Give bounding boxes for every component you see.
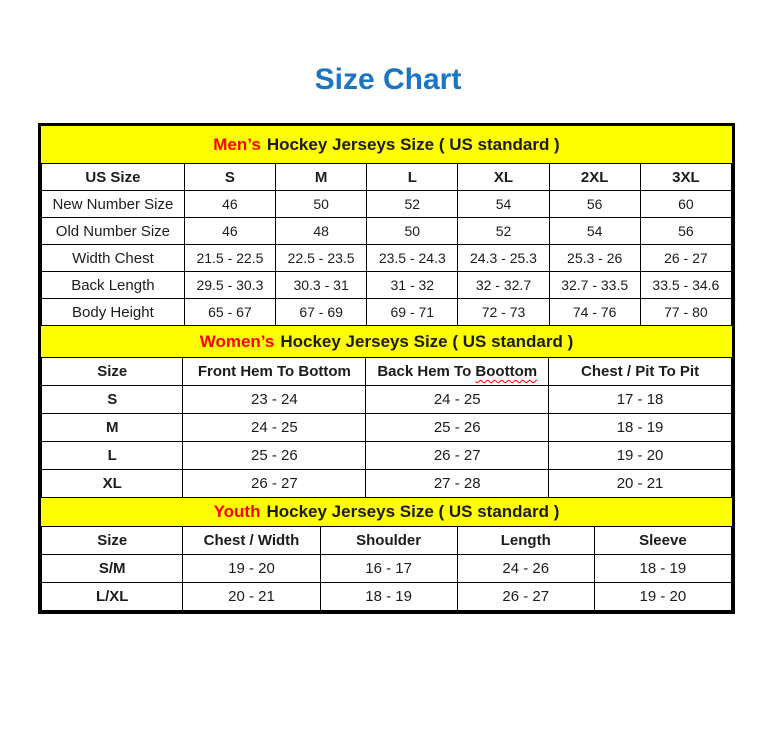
column-header: M [276, 164, 367, 191]
row-label: XL [42, 470, 183, 498]
value-cell: 27 - 28 [366, 470, 549, 498]
row-label: Body Height [42, 299, 185, 326]
table-row [42, 583, 732, 611]
value-cell: 46 [184, 218, 275, 245]
value-cell: 46 [184, 191, 275, 218]
row-label: M [42, 414, 183, 442]
value-cell: 23.5 - 24.3 [367, 245, 458, 272]
womens-header-text: Hockey Jerseys Size ( US standard ) [280, 331, 574, 351]
womens-size-table [41, 357, 732, 498]
value-cell: 72 - 73 [458, 299, 549, 326]
table-row [42, 245, 732, 272]
value-cell: 23 - 24 [183, 386, 366, 414]
value-cell: 24 - 25 [366, 386, 549, 414]
table-row [42, 442, 732, 470]
value-cell: 22.5 - 23.5 [276, 245, 367, 272]
value-cell: 56 [549, 191, 640, 218]
column-header: Chest / Width [183, 527, 320, 555]
value-cell: 20 - 21 [549, 470, 732, 498]
value-cell: 25 - 26 [366, 414, 549, 442]
value-cell: 52 [367, 191, 458, 218]
value-cell: 16 - 17 [320, 555, 457, 583]
column-header: Shoulder [320, 527, 457, 555]
row-label: Old Number Size [42, 218, 185, 245]
row-label: Width Chest [42, 245, 185, 272]
column-header-row [42, 527, 732, 555]
value-cell: 26 - 27 [640, 245, 731, 272]
value-cell: 26 - 27 [366, 442, 549, 470]
youth-section-header [41, 498, 732, 526]
column-header: 2XL [549, 164, 640, 191]
row-label: S [42, 386, 183, 414]
column-header: L [367, 164, 458, 191]
size-chart [38, 123, 735, 614]
value-cell: 19 - 20 [549, 442, 732, 470]
value-cell: 18 - 19 [320, 583, 457, 611]
value-cell: 19 - 20 [594, 583, 731, 611]
mens-size-table [41, 163, 732, 326]
table-row [42, 299, 732, 326]
youth-header-highlight: Youth [213, 502, 261, 521]
value-cell: 50 [367, 218, 458, 245]
row-label: New Number Size [42, 191, 185, 218]
value-cell: 32 - 32.7 [458, 272, 549, 299]
value-cell: 31 - 32 [367, 272, 458, 299]
value-cell: 54 [458, 191, 549, 218]
misspelled-word: Boottom [475, 363, 538, 380]
value-cell: 24 - 26 [457, 555, 594, 583]
section-mens [41, 126, 732, 326]
section-womens [41, 326, 732, 498]
column-header: Front Hem To Bottom [183, 358, 366, 386]
column-header: Back Hem To Boottom [366, 358, 549, 386]
mens-header-text: Hockey Jerseys Size ( US standard ) [266, 134, 560, 154]
value-cell: 24 - 25 [183, 414, 366, 442]
value-cell: 29.5 - 30.3 [184, 272, 275, 299]
value-cell: 17 - 18 [549, 386, 732, 414]
section-youth [41, 498, 732, 611]
value-cell: 26 - 27 [183, 470, 366, 498]
value-cell: 30.3 - 31 [276, 272, 367, 299]
value-cell: 19 - 20 [183, 555, 320, 583]
column-header: Chest / Pit To Pit [549, 358, 732, 386]
value-cell: 52 [458, 218, 549, 245]
column-header: Size [42, 358, 183, 386]
table-row [42, 555, 732, 583]
value-cell: 54 [549, 218, 640, 245]
column-header: Size [42, 527, 183, 555]
table-row [42, 272, 732, 299]
table-row [42, 414, 732, 442]
youth-header-text: Hockey Jerseys Size ( US standard ) [266, 502, 560, 521]
value-cell: 20 - 21 [183, 583, 320, 611]
mens-section-header [41, 126, 732, 163]
table-row [42, 470, 732, 498]
table-row [42, 191, 732, 218]
value-cell: 18 - 19 [594, 555, 731, 583]
row-label: Back Length [42, 272, 185, 299]
value-cell: 56 [640, 218, 731, 245]
column-header: Sleeve [594, 527, 731, 555]
row-label: L [42, 442, 183, 470]
value-cell: 33.5 - 34.6 [640, 272, 731, 299]
column-header: S [184, 164, 275, 191]
column-header: 3XL [640, 164, 731, 191]
value-cell: 32.7 - 33.5 [549, 272, 640, 299]
value-cell: 21.5 - 22.5 [184, 245, 275, 272]
table-row [42, 386, 732, 414]
column-header: Length [457, 527, 594, 555]
row-label: S/M [42, 555, 183, 583]
value-cell: 67 - 69 [276, 299, 367, 326]
value-cell: 74 - 76 [549, 299, 640, 326]
youth-size-table [41, 526, 732, 611]
value-cell: 24.3 - 25.3 [458, 245, 549, 272]
value-cell: 48 [276, 218, 367, 245]
value-cell: 77 - 80 [640, 299, 731, 326]
column-header: US Size [42, 164, 185, 191]
value-cell: 25 - 26 [183, 442, 366, 470]
table-row [42, 218, 732, 245]
womens-section-header [41, 326, 732, 357]
page-title: Size Chart [314, 63, 462, 96]
value-cell: 69 - 71 [367, 299, 458, 326]
value-cell: 50 [276, 191, 367, 218]
value-cell: 18 - 19 [549, 414, 732, 442]
value-cell: 26 - 27 [457, 583, 594, 611]
column-header: XL [458, 164, 549, 191]
row-label: L/XL [42, 583, 183, 611]
womens-header-highlight: Women’s [199, 331, 275, 351]
column-header-row [42, 164, 732, 191]
mens-header-highlight: Men’s [213, 134, 261, 154]
column-header-row [42, 358, 732, 386]
value-cell: 25.3 - 26 [549, 245, 640, 272]
value-cell: 65 - 67 [184, 299, 275, 326]
value-cell: 60 [640, 191, 731, 218]
